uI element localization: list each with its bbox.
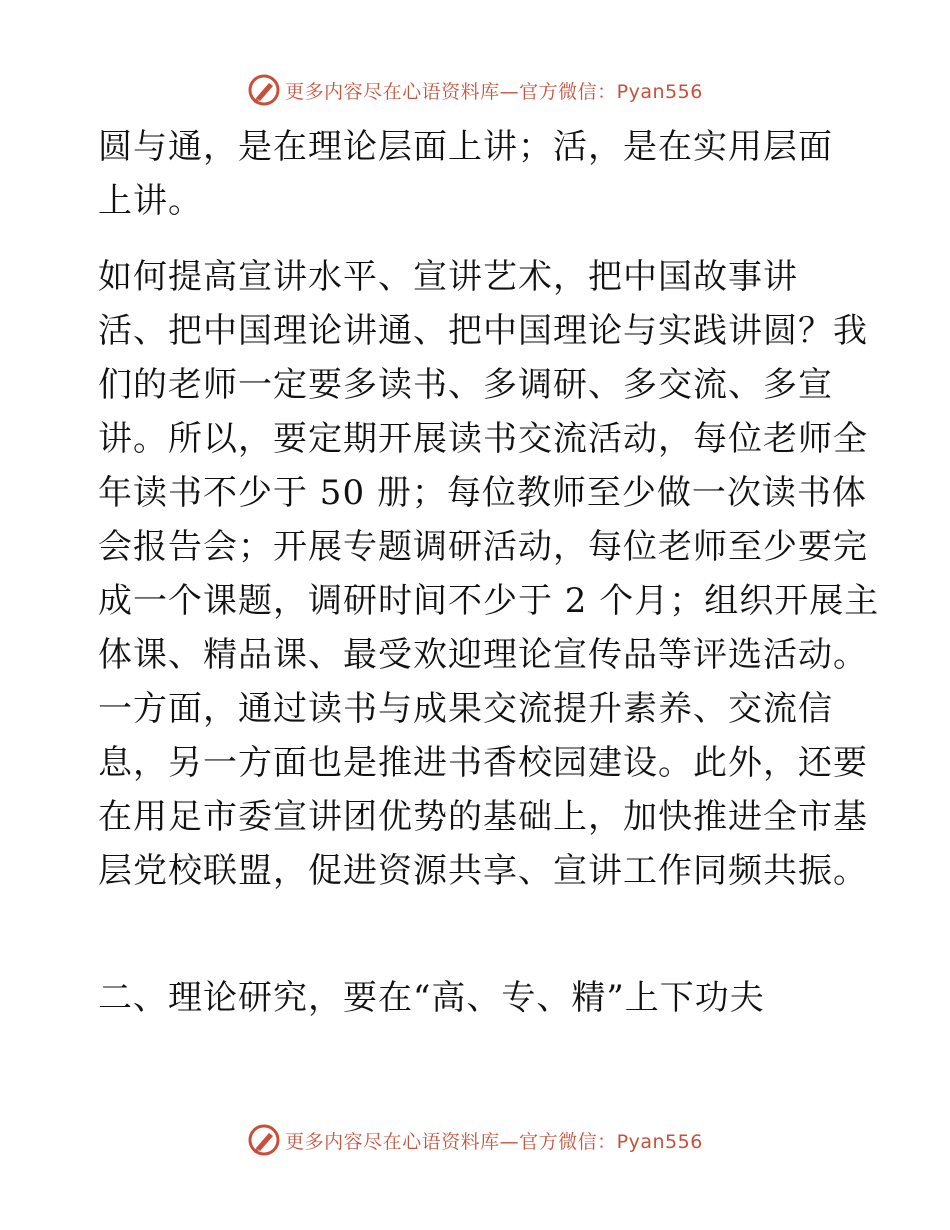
text-line: 在用足市委宣讲团优势的基础上，加快推进全市基 (98, 797, 868, 837)
watermark-text: 更多内容尽在心语资料库—官方微信：Pyan556 (285, 1130, 703, 1153)
text-line: 层党校联盟，促进资源共享、宣讲工作同频共振。 (98, 851, 868, 891)
watermark-text: 更多内容尽在心语资料库—官方微信：Pyan556 (285, 80, 703, 103)
paragraph (98, 250, 880, 898)
heading-line: 二、理论研究，要在“高、专、精”上下功夫 (98, 978, 765, 1018)
text-line: 成一个课题，调研时间不少于 2 个月；组织开展主 (98, 581, 880, 621)
text-line: 息，另一方面也是推进书香校园建设。此外，还要 (98, 743, 868, 783)
pen-logo-icon (247, 1123, 281, 1157)
section-heading (98, 971, 858, 1025)
text-line: 一方面，通过读书与成果交流提升素养、交流信 (98, 689, 833, 729)
text-line: 讲。所以，要定期开展读书交流活动，每位老师全 (98, 419, 868, 459)
text-line: 活、把中国理论讲通、把中国理论与实践讲圆？我 (98, 311, 868, 351)
footer-watermark (0, 1120, 950, 1160)
text-line: 上讲。 (98, 181, 203, 221)
pen-logo-icon (247, 73, 281, 107)
text-line: 如何提高宣讲水平、宣讲艺术，把中国故事讲 (98, 257, 798, 297)
text-line: 体课、精品课、最受欢迎理论宣传品等评选活动。 (98, 635, 868, 675)
text-line: 圆与通，是在理论层面上讲；活，是在实用层面 (98, 127, 833, 167)
header-watermark (0, 70, 950, 110)
text-line: 会报告会；开展专题调研活动，每位老师至少要完 (98, 527, 868, 567)
text-line: 年读书不少于 50 册；每位教师至少做一次读书体 (98, 473, 867, 513)
paragraph (98, 120, 858, 228)
text-line: 们的老师一定要多读书、多调研、多交流、多宣 (98, 365, 833, 405)
